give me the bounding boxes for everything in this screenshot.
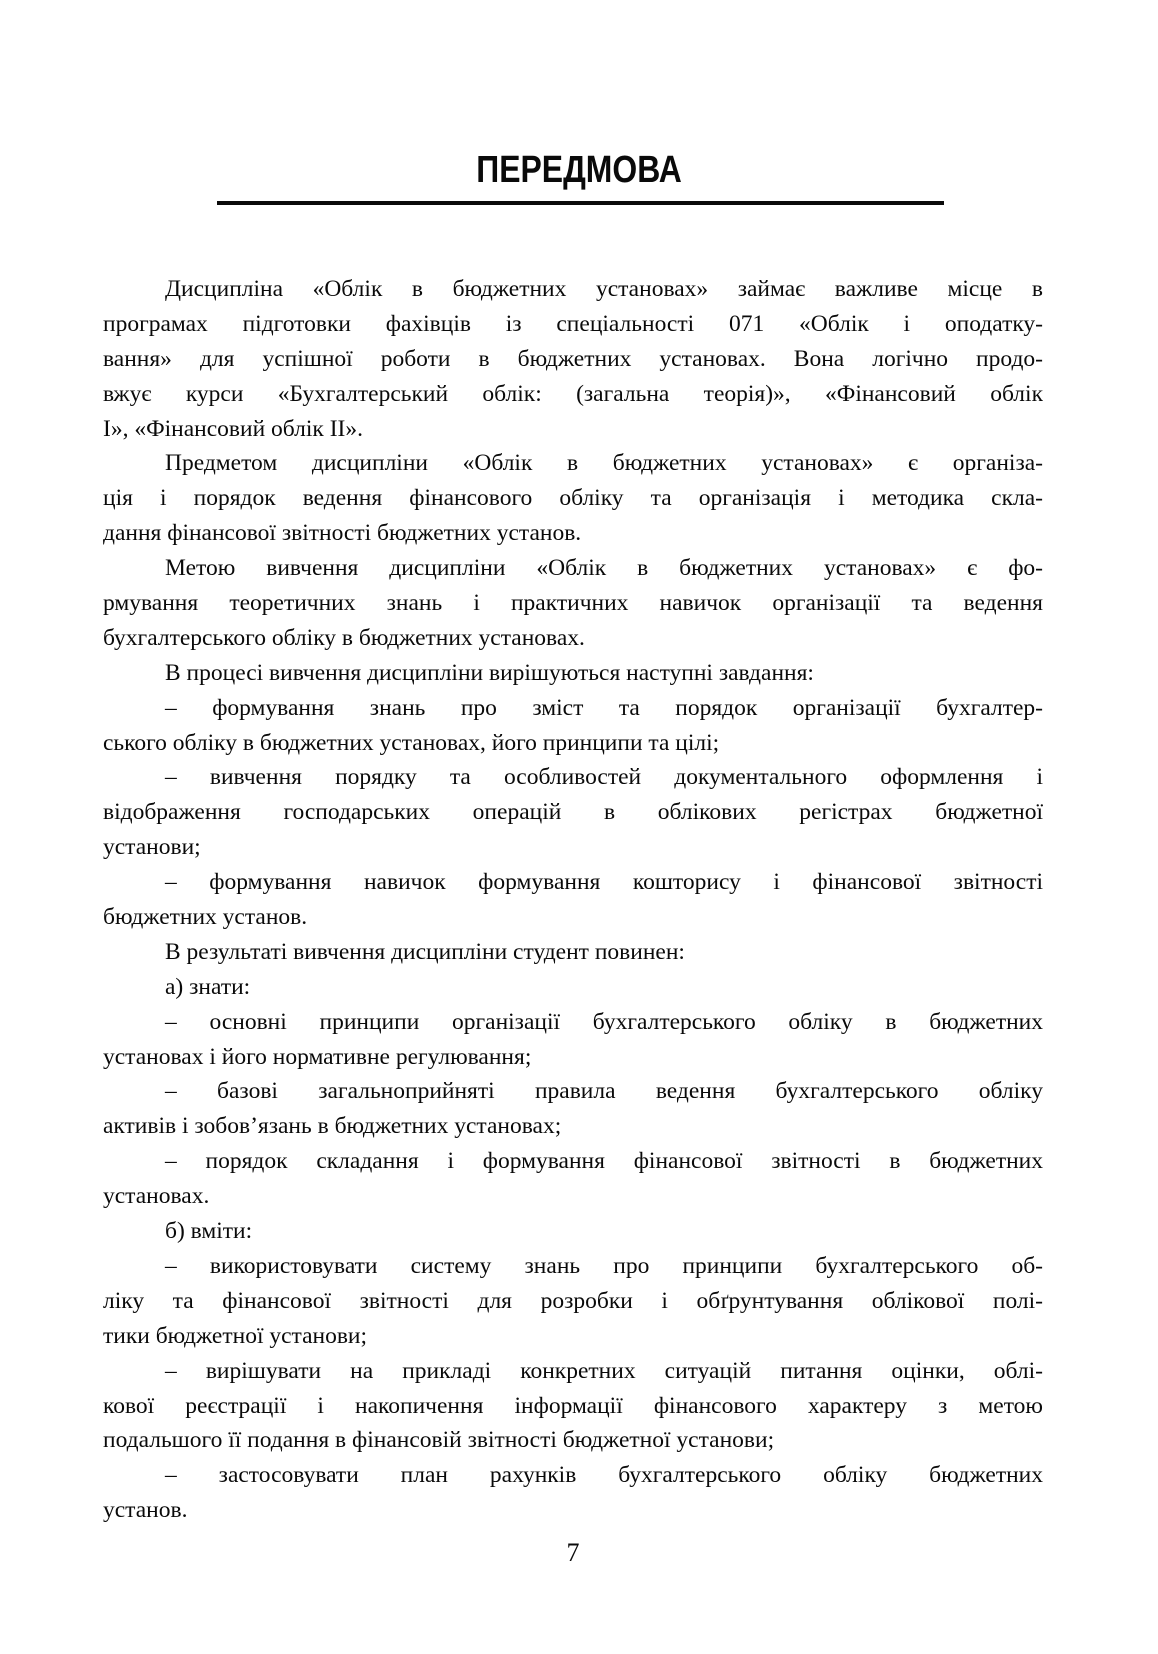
text-line: – вивчення порядку та особливостей документального оформлення і [165,764,1043,791]
text-line: вжує курси «Бухгалтерський облік: (загальна теорія)», «Фінансовий облік [103,380,1043,407]
text-line: – формування навичок формування кошторису і фінансової звітності [165,869,1043,896]
text-line: установах. [103,1183,210,1210]
text-line: а) знати: [165,973,251,1000]
text-line: бюджетних установ. [103,904,308,931]
text-line: Дисципліна «Облік в бюджетних установах» займає важливе місце в [165,276,1043,302]
text-line: – використовувати систему знань про принципи бухгалтерського об- [165,1252,1043,1279]
text-line: В результаті вивчення дисципліни студент повинен: [165,938,685,965]
text-line: ського обліку в бюджетних установах, його принципи та цілі; [103,729,720,756]
text-line: – базові загальноприйняті правила ведення бухгалтерського обліку [165,1078,1043,1105]
text-line: активів і зобов’язань в бюджетних установах; [103,1113,562,1140]
text-line: тики бюджетної установи; [103,1322,368,1349]
text-line: бухгалтерського обліку в бюджетних установах. [103,624,585,651]
page-title: ПЕРЕДМОВА [476,149,682,191]
text-line: В процесі вивчення дисципліни вирішуються наступні завдання: [165,659,814,686]
text-line: – вирішувати на прикладі конкретних ситуацій питання оцінки, облі- [165,1357,1043,1384]
text-line: – формування знань про зміст та порядок організації бухгалтер- [165,694,1043,721]
text-line: ліку та фінансової звітності для розробки і обґрунтування облікової полі- [103,1287,1043,1314]
body-text [103,272,1043,1528]
text-line: подальшого її подання в фінансовій звітності бюджетної установи; [103,1427,775,1454]
text-line: рмування теоретичних знань і практичних навичок організації та ведення [103,590,1043,617]
text-line: – порядок складання і формування фінансової звітності в бюджетних [165,1148,1043,1175]
text-line: програмах підготовки фахівців із спеціальності 071 «Облік і оподатку- [103,310,1043,337]
text-line: Метою вивчення дисципліни «Облік в бюджетних установах» є фо- [165,555,1043,582]
text-line: ція і порядок ведення фінансового обліку та організація і методика скла- [103,485,1043,512]
text-line: І», «Фінансовий облік ІІ». [103,415,364,442]
text-line: – основні принципи організації бухгалтерського обліку в бюджетних [165,1008,1043,1035]
text-line: відображення господарських операцій в облікових регістрах бюджетної [103,799,1043,826]
page-number: 7 [566,1538,580,1567]
text-line: б) вміти: [165,1218,253,1245]
text-line: – застосовувати план рахунків бухгалтерського обліку бюджетних [165,1462,1043,1489]
text-line: установ. [103,1497,188,1524]
text-line: установи; [103,834,201,861]
text-line: вання» для успішної роботи в бюджетних установах. Вона логічно продо- [103,345,1043,372]
text-line: дання фінансової звітності бюджетних установ. [103,520,582,547]
text-line: установах і його нормативне регулювання; [103,1043,532,1070]
title-underline [217,201,944,205]
text-line: кової реєстрації і накопичення інформації фінансового характеру з метою [103,1392,1043,1419]
text-line: Предметом дисципліни «Облік в бюджетних установах» є організа- [165,450,1043,477]
